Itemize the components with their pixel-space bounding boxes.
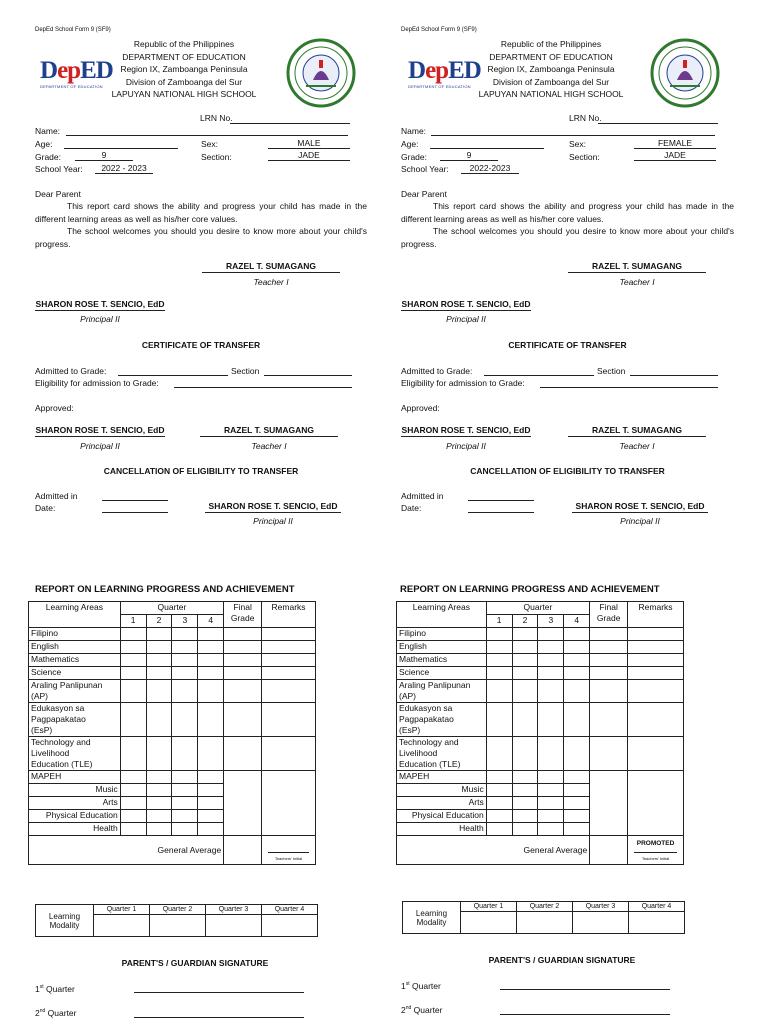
lrn-label: LRN No. — [200, 113, 233, 123]
table-row: MAPEH — [29, 771, 316, 784]
table-row: English — [397, 641, 684, 654]
grades-table — [28, 601, 316, 865]
school-year-value: 2022 - 2023 — [95, 163, 153, 174]
table-row: MAPEH — [397, 771, 684, 784]
table-row: Araling Panlipunan (AP) — [29, 680, 316, 703]
section-label: Section: — [201, 152, 232, 162]
admitted-in-field[interactable] — [468, 491, 534, 501]
name-field[interactable] — [66, 126, 348, 136]
second-quarter-signature-field[interactable] — [500, 1005, 670, 1015]
first-quarter-label: 1st Quarter — [401, 981, 441, 991]
learning-modality-table — [35, 904, 318, 937]
admitted-in-label: Admitted in — [35, 491, 78, 501]
remarks-cell: PROMOTED Teachers' Initial — [628, 836, 684, 865]
section-label: Section: — [569, 152, 600, 162]
principal-signature: SHARON ROSE T. SENCIO, EdD — [35, 299, 165, 309]
name-label: Name: — [35, 126, 61, 136]
modality-q4-header: Quarter 4 — [629, 902, 685, 912]
table-row: Physical Education — [397, 810, 684, 823]
modality-q2-header: Quarter 2 — [150, 905, 206, 915]
letter-paragraph-1: This report card shows the ability and progress your child has made in the different learning areas as well as his/her core values. — [401, 201, 734, 224]
remarks-cell: Teachers' Initial — [262, 836, 316, 865]
principal-signature: SHARON ROSE T. SENCIO, EdD — [401, 299, 531, 309]
admitted-grade-field[interactable] — [484, 366, 594, 376]
final-grade-header: Final Grade — [590, 602, 628, 628]
lrn-field[interactable] — [598, 114, 718, 124]
letter-paragraph-2: The school welcomes you should you desire to know more about your child's progress. — [401, 226, 734, 249]
name-label: Name: — [401, 126, 427, 136]
q2-header: 2 — [512, 615, 538, 628]
date-label: Date: — [401, 503, 422, 513]
table-row: Health — [397, 823, 684, 836]
admitted-in-field[interactable] — [102, 491, 168, 501]
table-row: Science — [29, 667, 316, 680]
q3-header: 3 — [172, 615, 198, 628]
transfer-section-label: Section — [231, 366, 260, 376]
school-seal-icon — [286, 38, 356, 108]
table-row: Edukasyon sa Pagpapakatao (EsP) — [397, 703, 684, 737]
table-row: Filipino — [397, 628, 684, 641]
modality-q3-header: Quarter 3 — [206, 905, 262, 915]
general-average-label: General Average — [397, 836, 590, 865]
guardian-signature-title: PARENT'S / GUARDIAN SIGNATURE — [488, 955, 636, 965]
approved-teacher-role: Teacher I — [619, 441, 655, 451]
sex-label: Sex: — [201, 139, 219, 149]
report-card-right — [384, 0, 768, 1024]
table-row: English — [29, 641, 316, 654]
modality-q1-header: Quarter 1 — [94, 905, 150, 915]
approved-label: Approved: — [401, 403, 440, 413]
cancellation-title: CANCELLATION OF ELIGIBILITY TO TRANSFER — [470, 466, 665, 476]
teacher-role: Teacher I — [619, 277, 655, 287]
admitted-in-label: Admitted in — [401, 491, 444, 501]
lrn-field[interactable] — [230, 114, 350, 124]
grade-value: 9 — [440, 150, 498, 161]
remarks-header: Remarks — [262, 602, 316, 628]
grade-value: 9 — [75, 150, 133, 161]
learning-areas-header: Learning Areas — [397, 602, 487, 628]
cancellation-title: CANCELLATION OF ELIGIBILITY TO TRANSFER — [103, 466, 299, 476]
age-label: Age: — [35, 139, 53, 149]
approved-teacher-signature: RAZEL T. SUMAGANG — [568, 425, 706, 437]
first-quarter-label: 1st Quarter — [35, 984, 75, 994]
cancellation-principal-signature: SHARON ROSE T. SENCIO, EdD — [205, 501, 341, 513]
date-field[interactable] — [468, 503, 534, 513]
table-row: Technology and Livelihood Education (TLE) — [397, 737, 684, 771]
q1-header: 1 — [120, 615, 146, 628]
learning-modality-table — [402, 901, 685, 934]
learning-modality-label: Learning Modality — [403, 902, 461, 934]
q4-header: 4 — [198, 615, 224, 628]
teacher-signature: RAZEL T. SUMAGANG — [568, 261, 706, 273]
school-year-label: School Year: — [35, 164, 83, 174]
q4-header: 4 — [564, 615, 590, 628]
cancellation-principal-signature: SHARON ROSE T. SENCIO, EdD — [572, 501, 708, 513]
grades-table — [396, 601, 684, 865]
grade-label: Grade: — [401, 152, 427, 162]
sex-value: MALE — [268, 138, 350, 149]
lrn-label: LRN No. — [569, 113, 602, 123]
principal-role: Principal II — [446, 314, 486, 324]
eligibility-label: Eligibility for admission to Grade: — [401, 378, 525, 388]
date-label: Date: — [35, 503, 56, 513]
name-field[interactable] — [431, 126, 715, 136]
section-value: JADE — [268, 150, 350, 161]
admitted-grade-label: Admitted to Grade: — [35, 366, 107, 376]
guardian-signature-title: PARENT'S / GUARDIAN SIGNATURE — [121, 958, 269, 968]
approved-principal-signature: SHARON ROSE T. SENCIO, EdD — [401, 425, 531, 435]
letterhead: Republic of the Philippines DEPARTMENT OF EDUCATION Region IX, Zamboanga Peninsula Division of Zamboanga del Sur LAPUYAN NATIONAL HIGH SCHOOL — [111, 39, 257, 100]
transfer-section-field[interactable] — [630, 366, 718, 376]
approved-principal-role: Principal II — [446, 441, 486, 451]
admitted-grade-field[interactable] — [118, 366, 228, 376]
promoted-remark: PROMOTED — [636, 840, 675, 847]
school-seal-icon — [650, 38, 720, 108]
deped-logo: DepED DEPARTMENT OF EDUCATION — [40, 57, 113, 89]
modality-q3-header: Quarter 3 — [573, 902, 629, 912]
report-title: REPORT ON LEARNING PROGRESS AND ACHIEVEMENT — [35, 584, 295, 595]
table-row: Arts — [397, 797, 684, 810]
letter-paragraph-2: The school welcomes you should you desire to know more about your child's progress. — [35, 226, 367, 249]
table-row: Science — [397, 667, 684, 680]
approved-label: Approved: — [35, 403, 74, 413]
school-year-value: 2022-2023 — [461, 163, 519, 174]
admitted-grade-label: Admitted to Grade: — [401, 366, 473, 376]
approved-principal-signature: SHARON ROSE T. SENCIO, EdD — [35, 425, 165, 435]
table-row: Music — [397, 784, 684, 797]
section-value: JADE — [634, 150, 716, 161]
table-row: Filipino — [29, 628, 316, 641]
form-label: DepEd School Form 9 (SF9) — [401, 27, 477, 33]
teacher-role: Teacher I — [253, 277, 289, 287]
letter-paragraph-1: This report card shows the ability and progress your child has made in the different learning areas as well as his/her core values. — [35, 201, 367, 224]
approved-teacher-signature: RAZEL T. SUMAGANG — [200, 425, 338, 437]
form-label: DepEd School Form 9 (SF9) — [35, 27, 111, 33]
quarter-header: Quarter — [120, 602, 223, 615]
first-quarter-signature-field[interactable] — [500, 980, 670, 990]
approved-teacher-role: Teacher I — [251, 441, 287, 451]
first-quarter-signature-field[interactable] — [134, 983, 304, 993]
principal-role: Principal II — [80, 314, 120, 324]
q1-header: 1 — [486, 615, 512, 628]
sex-label: Sex: — [569, 139, 587, 149]
date-field[interactable] — [102, 503, 168, 513]
salutation: Dear Parent — [401, 189, 447, 199]
sex-value: FEMALE — [634, 138, 716, 149]
teacher-signature: RAZEL T. SUMAGANG — [202, 261, 340, 273]
grade-label: Grade: — [35, 152, 61, 162]
table-row: Mathematics — [29, 654, 316, 667]
eligibility-field[interactable] — [540, 378, 718, 388]
salutation: Dear Parent — [35, 189, 81, 199]
certificate-of-transfer-title: CERTIFICATE OF TRANSFER — [141, 340, 261, 350]
remarks-header: Remarks — [628, 602, 684, 628]
learning-areas-header: Learning Areas — [29, 602, 121, 628]
table-row: Technology and Livelihood Education (TLE) — [29, 737, 316, 771]
final-grade-header: Final Grade — [224, 602, 262, 628]
table-row: Health — [29, 823, 316, 836]
transfer-section-label: Section — [597, 366, 626, 376]
deped-logo: DepED DEPARTMENT OF EDUCATION — [408, 57, 481, 89]
table-row: Araling Panlipunan (AP) — [397, 680, 684, 703]
table-row: Mathematics — [397, 654, 684, 667]
learning-modality-label: Learning Modality — [36, 905, 94, 937]
second-quarter-label: 2nd Quarter — [35, 1008, 77, 1018]
general-average-row — [397, 836, 684, 865]
age-label: Age: — [401, 139, 419, 149]
modality-q2-header: Quarter 2 — [517, 902, 573, 912]
eligibility-field[interactable] — [174, 378, 352, 388]
second-quarter-signature-field[interactable] — [134, 1008, 304, 1018]
table-row: Edukasyon sa Pagpapakatao (EsP) — [29, 703, 316, 737]
approved-principal-role: Principal II — [80, 441, 120, 451]
q2-header: 2 — [146, 615, 172, 628]
report-title: REPORT ON LEARNING PROGRESS AND ACHIEVEMENT — [400, 584, 660, 595]
q3-header: 3 — [538, 615, 564, 628]
modality-q4-header: Quarter 4 — [262, 905, 318, 915]
general-average-label: General Average — [29, 836, 224, 865]
eligibility-label: Eligibility for admission to Grade: — [35, 378, 159, 388]
second-quarter-label: 2nd Quarter — [401, 1005, 443, 1015]
table-row: Arts — [29, 797, 316, 810]
transfer-section-field[interactable] — [264, 366, 352, 376]
certificate-of-transfer-title: CERTIFICATE OF TRANSFER — [508, 340, 627, 350]
school-year-label: School Year: — [401, 164, 449, 174]
age-field[interactable] — [64, 139, 178, 149]
table-row: Music — [29, 784, 316, 797]
age-field[interactable] — [430, 139, 544, 149]
cancellation-principal-role: Principal II — [620, 516, 660, 526]
letterhead: Republic of the Philippines DEPARTMENT OF EDUCATION Region IX, Zamboanga Peninsula Division of Zamboanga del Sur LAPUYAN NATIONAL HIGH SCHOOL — [478, 39, 624, 100]
cancellation-principal-role: Principal II — [253, 516, 293, 526]
general-average-row — [29, 836, 316, 865]
table-row: Physical Education — [29, 810, 316, 823]
quarter-header: Quarter — [486, 602, 589, 615]
modality-q1-header: Quarter 1 — [461, 902, 517, 912]
